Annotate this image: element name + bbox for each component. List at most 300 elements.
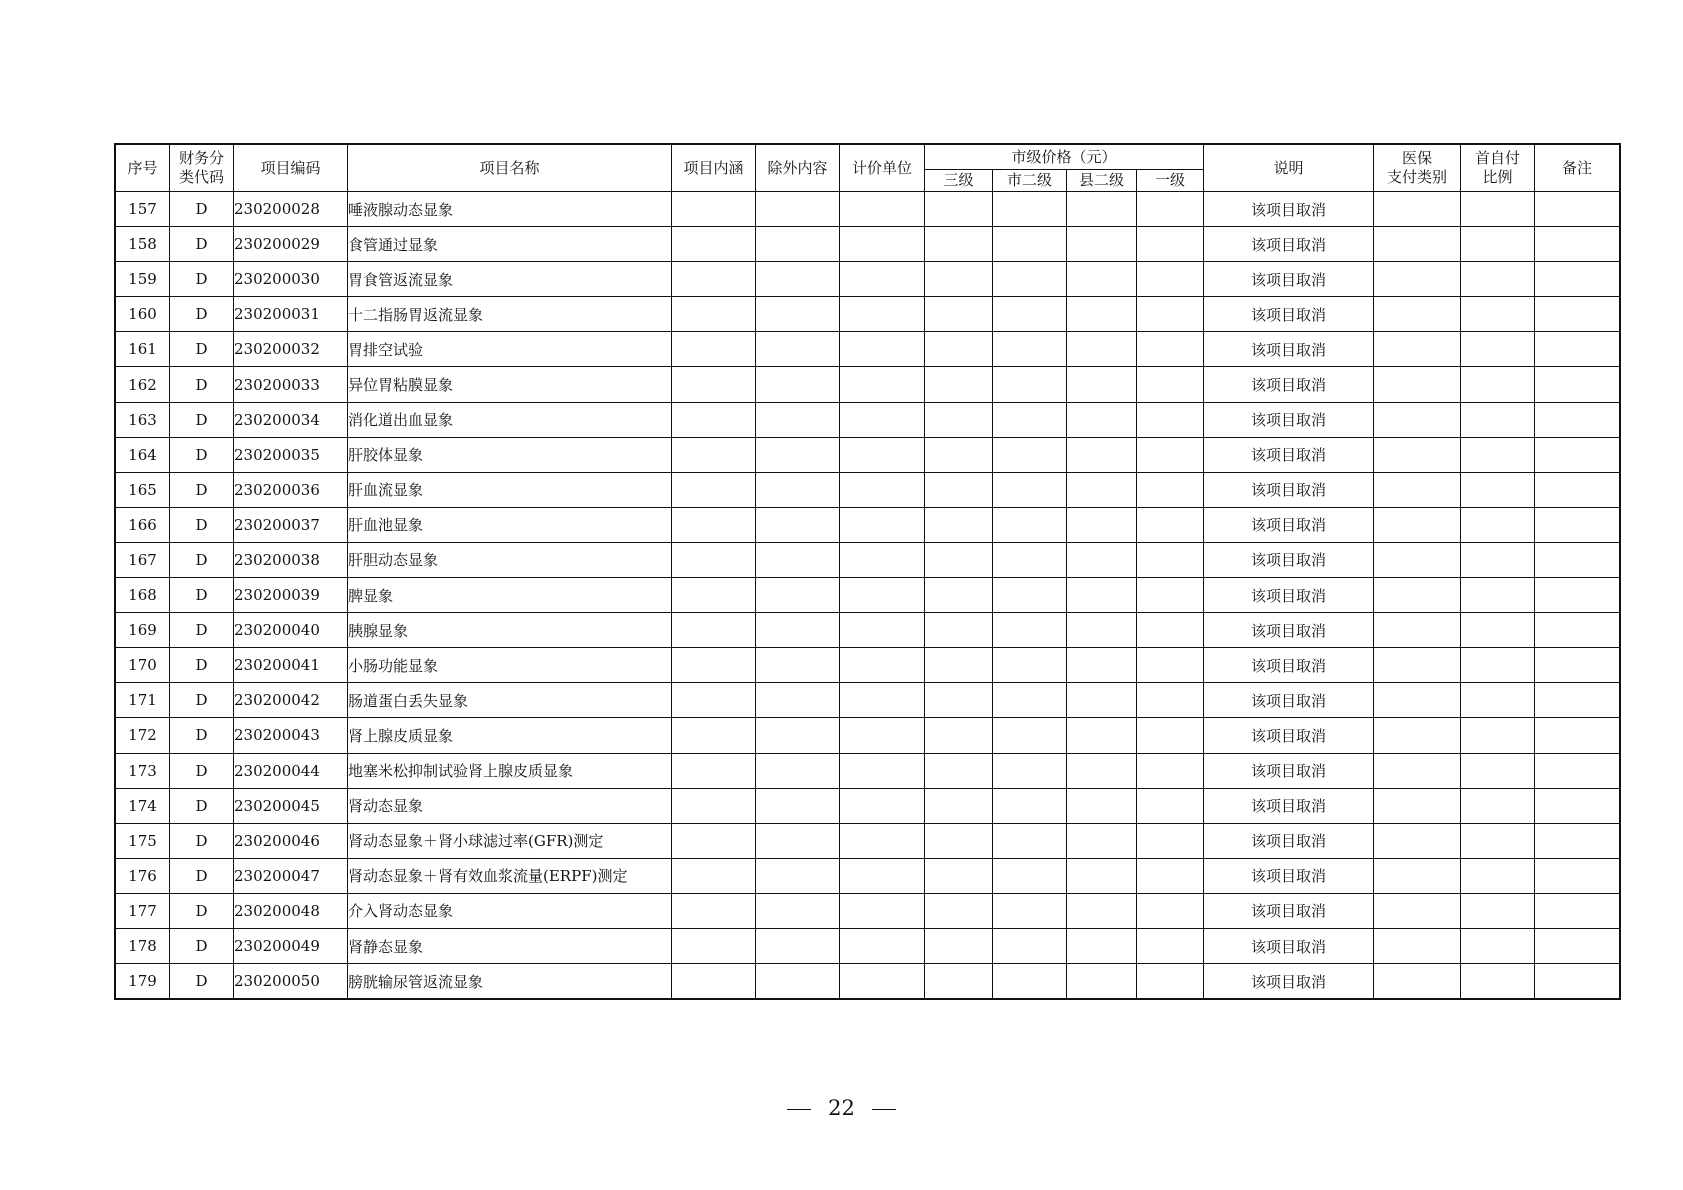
header-remarks: 备注: [1535, 145, 1620, 192]
cell-connotation: [672, 718, 756, 753]
cell-price-city-level2: [993, 402, 1067, 437]
cell-price-county-level2: [1067, 262, 1137, 297]
cell-insurance-category: [1374, 332, 1461, 367]
table-row: [116, 367, 1620, 402]
cell-description: 该项目取消: [1204, 262, 1374, 297]
cell-exclusions: [756, 262, 840, 297]
cell-fin-code: D: [170, 858, 234, 893]
cell-price-level3: [925, 332, 993, 367]
cell-price-level3: [925, 823, 993, 858]
cell-item-code: 230200046: [234, 823, 348, 858]
cell-description: 该项目取消: [1204, 578, 1374, 613]
cell-description: 该项目取消: [1204, 893, 1374, 928]
cell-seq: 169: [116, 613, 170, 648]
cell-price-level1: [1137, 578, 1204, 613]
cell-fin-code: D: [170, 578, 234, 613]
cell-price-level1: [1137, 893, 1204, 928]
cell-price-level1: [1137, 823, 1204, 858]
cell-unit: [840, 893, 925, 928]
header-county-level2: 县二级: [1067, 170, 1137, 192]
cell-exclusions: [756, 402, 840, 437]
cell-item-name: 唾液腺动态显象: [348, 192, 672, 227]
cell-item-name: 肾上腺皮质显象: [348, 718, 672, 753]
cell-self-pay-ratio: [1461, 192, 1535, 227]
footer-dash-left: [787, 1109, 811, 1110]
cell-self-pay-ratio: [1461, 507, 1535, 542]
cell-insurance-category: [1374, 648, 1461, 683]
cell-description: 该项目取消: [1204, 227, 1374, 262]
cell-item-name: 食管通过显象: [348, 227, 672, 262]
cell-item-code: 230200029: [234, 227, 348, 262]
cell-item-name: 肾静态显象: [348, 928, 672, 963]
cell-exclusions: [756, 332, 840, 367]
cell-fin-code: D: [170, 964, 234, 999]
cell-price-level1: [1137, 753, 1204, 788]
cell-exclusions: [756, 437, 840, 472]
cell-connotation: [672, 823, 756, 858]
cell-price-level1: [1137, 718, 1204, 753]
cell-price-county-level2: [1067, 507, 1137, 542]
header-self-pay-line2: 比例: [1482, 168, 1513, 186]
cell-fin-code: D: [170, 613, 234, 648]
table-row: [116, 402, 1620, 437]
cell-price-level3: [925, 402, 993, 437]
cell-price-county-level2: [1067, 578, 1137, 613]
table-body: [116, 192, 1620, 999]
cell-seq: 173: [116, 753, 170, 788]
table-row: [116, 507, 1620, 542]
cell-self-pay-ratio: [1461, 437, 1535, 472]
cell-price-city-level2: [993, 718, 1067, 753]
cell-connotation: [672, 437, 756, 472]
cell-price-county-level2: [1067, 227, 1137, 262]
cell-insurance-category: [1374, 437, 1461, 472]
cell-price-level3: [925, 718, 993, 753]
cell-remarks: [1535, 578, 1620, 613]
footer-dash-right: [872, 1109, 896, 1110]
cell-exclusions: [756, 893, 840, 928]
cell-exclusions: [756, 858, 840, 893]
cell-price-city-level2: [993, 542, 1067, 577]
page-footer: [0, 1096, 1683, 1120]
cell-price-city-level2: [993, 964, 1067, 999]
cell-fin-code: D: [170, 402, 234, 437]
cell-connotation: [672, 788, 756, 823]
header-level3: 三级: [925, 170, 993, 192]
cell-unit: [840, 227, 925, 262]
cell-price-city-level2: [993, 613, 1067, 648]
cell-remarks: [1535, 928, 1620, 963]
cell-exclusions: [756, 788, 840, 823]
cell-seq: 166: [116, 507, 170, 542]
cell-item-name: 肠道蛋白丢失显象: [348, 683, 672, 718]
cell-fin-code: D: [170, 192, 234, 227]
cell-exclusions: [756, 648, 840, 683]
table-row: [116, 192, 1620, 227]
cell-price-county-level2: [1067, 402, 1137, 437]
cell-item-code: 230200031: [234, 297, 348, 332]
cell-price-city-level2: [993, 858, 1067, 893]
cell-description: 该项目取消: [1204, 858, 1374, 893]
cell-remarks: [1535, 367, 1620, 402]
cell-remarks: [1535, 332, 1620, 367]
cell-unit: [840, 437, 925, 472]
cell-price-level1: [1137, 437, 1204, 472]
cell-self-pay-ratio: [1461, 297, 1535, 332]
header-unit: 计价单位: [840, 145, 925, 192]
cell-unit: [840, 613, 925, 648]
table-row: [116, 893, 1620, 928]
cell-price-level3: [925, 753, 993, 788]
cell-price-level3: [925, 542, 993, 577]
cell-self-pay-ratio: [1461, 402, 1535, 437]
cell-description: 该项目取消: [1204, 753, 1374, 788]
cell-unit: [840, 823, 925, 858]
cell-seq: 165: [116, 472, 170, 507]
cell-connotation: [672, 928, 756, 963]
cell-self-pay-ratio: [1461, 683, 1535, 718]
cell-unit: [840, 683, 925, 718]
cell-seq: 178: [116, 928, 170, 963]
cell-price-county-level2: [1067, 613, 1137, 648]
cell-price-county-level2: [1067, 542, 1137, 577]
cell-item-name: 肾动态显象＋肾小球滤过率(GFR)测定: [348, 823, 672, 858]
cell-self-pay-ratio: [1461, 893, 1535, 928]
cell-insurance-category: [1374, 297, 1461, 332]
cell-insurance-category: [1374, 262, 1461, 297]
cell-price-city-level2: [993, 507, 1067, 542]
cell-price-level1: [1137, 542, 1204, 577]
cell-price-county-level2: [1067, 928, 1137, 963]
cell-remarks: [1535, 788, 1620, 823]
cell-exclusions: [756, 472, 840, 507]
cell-insurance-category: [1374, 788, 1461, 823]
cell-price-level3: [925, 964, 993, 999]
cell-connotation: [672, 297, 756, 332]
cell-unit: [840, 788, 925, 823]
cell-remarks: [1535, 683, 1620, 718]
cell-price-city-level2: [993, 788, 1067, 823]
cell-exclusions: [756, 367, 840, 402]
cell-self-pay-ratio: [1461, 753, 1535, 788]
cell-connotation: [672, 507, 756, 542]
cell-unit: [840, 192, 925, 227]
cell-item-name: 小肠功能显象: [348, 648, 672, 683]
cell-exclusions: [756, 928, 840, 963]
cell-connotation: [672, 964, 756, 999]
cell-item-code: 230200048: [234, 893, 348, 928]
cell-insurance-category: [1374, 542, 1461, 577]
cell-price-level1: [1137, 367, 1204, 402]
cell-item-name: 肾动态显象＋肾有效血浆流量(ERPF)测定: [348, 858, 672, 893]
cell-connotation: [672, 893, 756, 928]
cell-connotation: [672, 332, 756, 367]
table-row: [116, 578, 1620, 613]
cell-price-level1: [1137, 613, 1204, 648]
cell-exclusions: [756, 542, 840, 577]
cell-fin-code: D: [170, 893, 234, 928]
cell-item-code: 230200047: [234, 858, 348, 893]
cell-description: 该项目取消: [1204, 472, 1374, 507]
cell-price-level1: [1137, 928, 1204, 963]
cell-item-code: 230200042: [234, 683, 348, 718]
header-fin-code: [170, 145, 234, 192]
cell-insurance-category: [1374, 683, 1461, 718]
table-row: [116, 613, 1620, 648]
cell-remarks: [1535, 753, 1620, 788]
header-level1: 一级: [1137, 170, 1204, 192]
cell-remarks: [1535, 192, 1620, 227]
cell-price-level3: [925, 367, 993, 402]
cell-unit: [840, 332, 925, 367]
cell-insurance-category: [1374, 858, 1461, 893]
cell-item-name: 胃排空试验: [348, 332, 672, 367]
cell-connotation: [672, 472, 756, 507]
cell-insurance-category: [1374, 402, 1461, 437]
cell-remarks: [1535, 437, 1620, 472]
cell-price-level3: [925, 683, 993, 718]
cell-fin-code: D: [170, 753, 234, 788]
cell-insurance-category: [1374, 227, 1461, 262]
cell-item-code: 230200049: [234, 928, 348, 963]
cell-insurance-category: [1374, 823, 1461, 858]
cell-description: 该项目取消: [1204, 507, 1374, 542]
cell-price-city-level2: [993, 578, 1067, 613]
header-insurance-category: [1374, 145, 1461, 192]
cell-price-level3: [925, 262, 993, 297]
cell-price-level3: [925, 437, 993, 472]
cell-fin-code: D: [170, 472, 234, 507]
cell-exclusions: [756, 613, 840, 648]
cell-exclusions: [756, 192, 840, 227]
cell-description: 该项目取消: [1204, 718, 1374, 753]
cell-fin-code: D: [170, 367, 234, 402]
cell-unit: [840, 648, 925, 683]
cell-self-pay-ratio: [1461, 788, 1535, 823]
table-row: [116, 823, 1620, 858]
cell-description: 该项目取消: [1204, 332, 1374, 367]
cell-fin-code: D: [170, 227, 234, 262]
cell-fin-code: D: [170, 437, 234, 472]
cell-unit: [840, 718, 925, 753]
cell-remarks: [1535, 227, 1620, 262]
table-row: [116, 332, 1620, 367]
cell-self-pay-ratio: [1461, 928, 1535, 963]
cell-price-level3: [925, 578, 993, 613]
cell-exclusions: [756, 507, 840, 542]
cell-price-level3: [925, 858, 993, 893]
cell-item-code: 230200032: [234, 332, 348, 367]
header-fin-code-line2: 类代码: [178, 168, 224, 186]
cell-price-county-level2: [1067, 718, 1137, 753]
cell-description: 该项目取消: [1204, 683, 1374, 718]
cell-insurance-category: [1374, 718, 1461, 753]
cell-item-code: 230200040: [234, 613, 348, 648]
cell-unit: [840, 262, 925, 297]
cell-exclusions: [756, 753, 840, 788]
cell-price-level3: [925, 648, 993, 683]
cell-self-pay-ratio: [1461, 332, 1535, 367]
cell-self-pay-ratio: [1461, 472, 1535, 507]
cell-self-pay-ratio: [1461, 578, 1535, 613]
cell-connotation: [672, 683, 756, 718]
cell-price-county-level2: [1067, 823, 1137, 858]
cell-insurance-category: [1374, 613, 1461, 648]
cell-price-level1: [1137, 262, 1204, 297]
header-connotation: 项目内涵: [672, 145, 756, 192]
cell-price-city-level2: [993, 367, 1067, 402]
cell-description: 该项目取消: [1204, 402, 1374, 437]
table-row: [116, 928, 1620, 963]
cell-unit: [840, 858, 925, 893]
cell-insurance-category: [1374, 507, 1461, 542]
cell-remarks: [1535, 823, 1620, 858]
header-item-name: 项目名称: [348, 145, 672, 192]
cell-description: 该项目取消: [1204, 823, 1374, 858]
table-row: [116, 472, 1620, 507]
cell-connotation: [672, 227, 756, 262]
cell-connotation: [672, 753, 756, 788]
cell-exclusions: [756, 823, 840, 858]
cell-description: 该项目取消: [1204, 964, 1374, 999]
cell-price-level3: [925, 613, 993, 648]
cell-item-name: 消化道出血显象: [348, 402, 672, 437]
cell-connotation: [672, 648, 756, 683]
cell-insurance-category: [1374, 472, 1461, 507]
cell-price-level1: [1137, 227, 1204, 262]
cell-price-level3: [925, 472, 993, 507]
cell-seq: 167: [116, 542, 170, 577]
cell-item-code: 230200035: [234, 437, 348, 472]
header-seq: 序号: [116, 145, 170, 192]
cell-connotation: [672, 578, 756, 613]
cell-item-code: 230200034: [234, 402, 348, 437]
cell-fin-code: D: [170, 718, 234, 753]
cell-fin-code: D: [170, 332, 234, 367]
cell-item-code: 230200043: [234, 718, 348, 753]
cell-price-city-level2: [993, 823, 1067, 858]
cell-seq: 172: [116, 718, 170, 753]
cell-fin-code: D: [170, 928, 234, 963]
cell-exclusions: [756, 297, 840, 332]
cell-seq: 164: [116, 437, 170, 472]
cell-remarks: [1535, 964, 1620, 999]
cell-remarks: [1535, 542, 1620, 577]
table-row: [116, 542, 1620, 577]
cell-item-name: 肾动态显象: [348, 788, 672, 823]
cell-unit: [840, 507, 925, 542]
cell-seq: 176: [116, 858, 170, 893]
cell-insurance-category: [1374, 367, 1461, 402]
cell-price-city-level2: [993, 928, 1067, 963]
cell-remarks: [1535, 402, 1620, 437]
cell-seq: 171: [116, 683, 170, 718]
cell-insurance-category: [1374, 893, 1461, 928]
cell-exclusions: [756, 964, 840, 999]
cell-self-pay-ratio: [1461, 367, 1535, 402]
cell-price-county-level2: [1067, 753, 1137, 788]
cell-remarks: [1535, 718, 1620, 753]
cell-price-level1: [1137, 858, 1204, 893]
cell-remarks: [1535, 858, 1620, 893]
cell-fin-code: D: [170, 788, 234, 823]
cell-price-city-level2: [993, 297, 1067, 332]
cell-price-city-level2: [993, 227, 1067, 262]
cell-remarks: [1535, 472, 1620, 507]
cell-fin-code: D: [170, 648, 234, 683]
cell-unit: [840, 578, 925, 613]
cell-item-name: 异位胃粘膜显象: [348, 367, 672, 402]
table-row: [116, 683, 1620, 718]
cell-price-county-level2: [1067, 332, 1137, 367]
cell-price-level1: [1137, 683, 1204, 718]
cell-item-code: 230200050: [234, 964, 348, 999]
cell-price-county-level2: [1067, 858, 1137, 893]
table-row: [116, 718, 1620, 753]
cell-price-county-level2: [1067, 437, 1137, 472]
cell-self-pay-ratio: [1461, 542, 1535, 577]
cell-item-code: 230200030: [234, 262, 348, 297]
cell-price-city-level2: [993, 753, 1067, 788]
cell-description: 该项目取消: [1204, 367, 1374, 402]
cell-price-city-level2: [993, 437, 1067, 472]
cell-exclusions: [756, 718, 840, 753]
cell-price-level3: [925, 297, 993, 332]
cell-seq: 163: [116, 402, 170, 437]
cell-item-code: 230200045: [234, 788, 348, 823]
cell-price-city-level2: [993, 332, 1067, 367]
cell-item-name: 肝血流显象: [348, 472, 672, 507]
cell-unit: [840, 928, 925, 963]
cell-item-code: 230200037: [234, 507, 348, 542]
cell-price-city-level2: [993, 192, 1067, 227]
cell-price-city-level2: [993, 262, 1067, 297]
header-exclusions: 除外内容: [756, 145, 840, 192]
cell-seq: 174: [116, 788, 170, 823]
cell-price-level3: [925, 928, 993, 963]
cell-remarks: [1535, 297, 1620, 332]
table-row: [116, 297, 1620, 332]
header-city-level2: 市二级: [993, 170, 1067, 192]
cell-price-level1: [1137, 648, 1204, 683]
header-description: 说明: [1204, 145, 1374, 192]
cell-item-name: 脾显象: [348, 578, 672, 613]
cell-self-pay-ratio: [1461, 718, 1535, 753]
cell-description: 该项目取消: [1204, 192, 1374, 227]
cell-unit: [840, 542, 925, 577]
cell-description: 该项目取消: [1204, 788, 1374, 823]
cell-seq: 170: [116, 648, 170, 683]
cell-unit: [840, 472, 925, 507]
table-row: [116, 648, 1620, 683]
cell-price-county-level2: [1067, 367, 1137, 402]
cell-insurance-category: [1374, 192, 1461, 227]
table-row: [116, 858, 1620, 893]
cell-price-level1: [1137, 297, 1204, 332]
table-row: [116, 753, 1620, 788]
cell-item-name: 肝血池显象: [348, 507, 672, 542]
price-table: [115, 144, 1620, 999]
table-row: [116, 262, 1620, 297]
cell-price-city-level2: [993, 893, 1067, 928]
cell-connotation: [672, 858, 756, 893]
cell-insurance-category: [1374, 964, 1461, 999]
cell-fin-code: D: [170, 262, 234, 297]
cell-unit: [840, 297, 925, 332]
cell-seq: 175: [116, 823, 170, 858]
cell-exclusions: [756, 227, 840, 262]
cell-description: 该项目取消: [1204, 542, 1374, 577]
